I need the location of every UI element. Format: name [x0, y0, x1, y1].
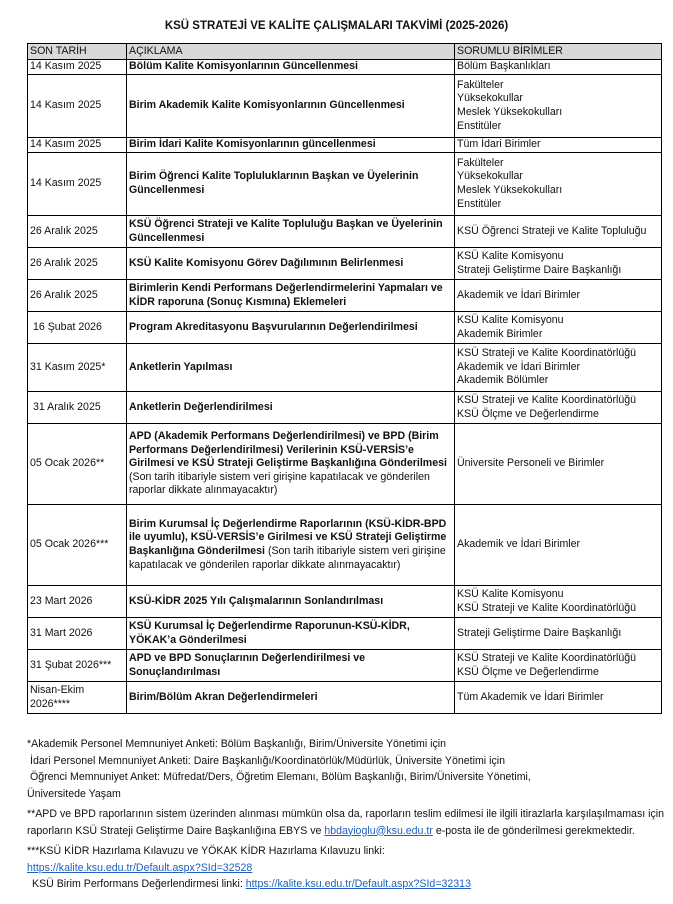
- cell-date: Nisan-Ekim 2026****: [28, 682, 127, 714]
- responsible-unit: Fakülteler: [457, 156, 504, 169]
- cell-responsible: [455, 280, 662, 312]
- description-text: Birim İdari Kalite Komisyonlarının güncellenmesi: [129, 138, 376, 151]
- cell-description: [127, 153, 455, 216]
- table-row: [28, 505, 662, 586]
- responsible-unit: KSÜ Öğrenci Strateji ve Kalite Topluluğu: [457, 224, 647, 237]
- description-text: KSÜ Kurumsal İç Değerlendirme Raporunun-KSÜ-KİDR, YÖKAK’a Gönderilmesi: [129, 619, 410, 646]
- header-date: SON TARİH: [28, 44, 127, 60]
- cell-description: [127, 60, 455, 75]
- cell-date: 14 Kasım 2025: [28, 153, 127, 216]
- cell-date: 26 Aralık 2025: [28, 248, 127, 280]
- table-row: [28, 618, 662, 650]
- table-row: [28, 60, 662, 75]
- footnote-apd-text-end: e-posta ile de gönderilmesi gerekmektedir.: [432, 824, 635, 837]
- responsible-unit: Üniversite Personeli ve Birimler: [457, 457, 605, 470]
- cell-description: [127, 138, 455, 153]
- responsible-unit: Meslek Yüksekokulları: [457, 184, 563, 196]
- footnote-survey-academic: *Akademik Personel Memnuniyet Anketi: Bölüm Başkanlığı, Birim/Üniversite Yönetimi için: [27, 738, 447, 750]
- description-text: Anketlerin Yapılması: [129, 360, 233, 373]
- responsible-unit: KSÜ Kalite Komisyonu: [457, 587, 564, 600]
- footnote-survey-admin: İdari Personel Memnuniyet Anketi: Daire Başkanlığı/Koordinatörlük/Müdürlük, Üniversite Yönetimi için: [30, 754, 505, 767]
- description-text: APD ve BPD Sonuçlarının Değerlendirilmesi ve Sonuçlandırılması: [129, 651, 366, 678]
- cell-description: [127, 682, 455, 714]
- description-text: KSÜ Kalite Komisyonu Görev Dağılımının Belirlenmesi: [129, 256, 404, 269]
- cell-description: [127, 586, 455, 618]
- responsible-unit: Bölüm Başkanlıkları: [457, 60, 551, 73]
- cell-responsible: [455, 586, 662, 618]
- description-text: Birim Kurumsal İç Değerlendirme Raporlarının (KSÜ-KİDR-BPD ile uyumlu), KSÜ-VERSİS’e Girilmesi ve KSÜ Strateji Geliştirme Başkanlığına Gönderilmesi: [129, 517, 447, 557]
- footnote-survey-student-cont: Üniversitede Yaşam: [27, 787, 121, 800]
- table-row: [28, 682, 662, 714]
- cell-description: [127, 248, 455, 280]
- footnote-apd: [27, 806, 667, 839]
- description-text: Program Akreditasyonu Başvurularının Değerlendirilmesi: [129, 320, 418, 333]
- responsible-unit: Strateji Geliştirme Daire Başkanlığı: [457, 626, 622, 639]
- cell-date: 26 Aralık 2025: [28, 280, 127, 312]
- responsible-unit: Meslek Yüksekokulları: [457, 106, 563, 118]
- cell-responsible: [455, 505, 662, 586]
- table-row: [28, 650, 662, 682]
- table-row: [28, 586, 662, 618]
- cell-description: [127, 280, 455, 312]
- responsible-unit: Akademik ve İdari Birimler: [457, 360, 581, 373]
- footnote-apd-text: **APD ve BPD raporlarının sistem üzerinden alınması mümkün olsa da, raporların teslim edilmesi ile ilgili itirazlarla karşılaşılmaması için raporların KSÜ Strateji Geliştirme Daire Başkanlığına EBYS ve: [27, 808, 665, 837]
- responsible-unit: Enstitüler: [457, 119, 502, 132]
- responsible-unit: Yüksekokullar: [457, 170, 523, 183]
- cell-description: [127, 312, 455, 344]
- responsible-unit: Strateji Geliştirme Daire Başkanlığı: [457, 263, 622, 276]
- responsible-unit: Tüm İdari Birimler: [457, 138, 541, 151]
- table-row: [28, 392, 662, 424]
- header-description: AÇIKLAMA: [127, 44, 455, 60]
- footnote-bpd: [27, 876, 667, 893]
- cell-responsible: [455, 75, 662, 138]
- cell-description: [127, 650, 455, 682]
- description-text: Birim Akademik Kalite Komisyonlarının Güncellenmesi: [129, 99, 405, 112]
- cell-responsible: [455, 153, 662, 216]
- calendar-table: [27, 43, 662, 714]
- cell-description: [127, 424, 455, 505]
- responsible-unit: KSÜ Strateji ve Kalite Koordinatörlüğü: [457, 601, 637, 614]
- cell-description: [127, 75, 455, 138]
- cell-description: [127, 618, 455, 650]
- bpd-link[interactable]: https://kalite.ksu.edu.tr/Default.aspx?SId=32313: [245, 878, 471, 890]
- cell-date: 16 Şubat 2026: [28, 312, 127, 344]
- footnote-kidr-link-line: [27, 860, 667, 877]
- cell-date: 31 Mart 2026: [28, 618, 127, 650]
- responsible-unit: KSÜ Ölçme ve Değerlendirme: [457, 665, 599, 678]
- cell-description: [127, 216, 455, 248]
- cell-date: 05 Ocak 2026***: [28, 505, 127, 586]
- responsible-unit: Akademik Birimler: [457, 327, 543, 340]
- header-responsible: SORUMLU BİRİMLER: [455, 44, 662, 60]
- responsible-unit: KSÜ Strateji ve Kalite Koordinatörlüğü: [457, 347, 637, 360]
- cell-responsible: [455, 424, 662, 505]
- cell-date: 31 Aralık 2025: [28, 392, 127, 424]
- description-text: Birim Öğrenci Kalite Topluluklarının Başkan ve Üyelerinin Güncellenmesi: [129, 170, 419, 196]
- cell-responsible: [455, 60, 662, 75]
- table-body: [28, 60, 662, 714]
- responsible-unit: Yüksekokullar: [457, 92, 523, 105]
- cell-date: 14 Kasım 2025: [28, 138, 127, 153]
- footnotes: [27, 736, 667, 893]
- cell-responsible: [455, 216, 662, 248]
- cell-responsible: [455, 682, 662, 714]
- table-row: [28, 248, 662, 280]
- responsible-unit: KSÜ Strateji ve Kalite Koordinatörlüğü: [457, 651, 637, 664]
- cell-responsible: [455, 248, 662, 280]
- description-text: Bölüm Kalite Komisyonlarının Güncellenmesi: [129, 60, 358, 73]
- document-title: KSÜ STRATEJİ VE KALİTE ÇALIŞMALARI TAKVİMİ (2025-2026): [164, 20, 509, 32]
- table-row: [28, 153, 662, 216]
- cell-responsible: [455, 344, 662, 392]
- email-link[interactable]: hbdayioglu@ksu.edu.tr: [324, 824, 433, 837]
- description-text: Anketlerin Değerlendirilmesi: [129, 400, 273, 413]
- cell-description: [127, 392, 455, 424]
- cell-responsible: [455, 392, 662, 424]
- cell-responsible: [455, 138, 662, 153]
- responsible-unit: Akademik ve İdari Birimler: [457, 288, 581, 301]
- description-note: (Son tarih itibariyle sistem veri girişine kapatılacak ve gönderilen raporlar dikkate alınmayacaktır): [129, 545, 446, 571]
- cell-date: 31 Kasım 2025*: [28, 344, 127, 392]
- description-note: (Son tarih itibariyle sistem veri girişine kapatılacak ve gönderilen raporlar dikkate alınmayacaktır): [129, 470, 430, 497]
- footnote-kidr-label: ***KSÜ KİDR Hazırlama Kılavuzu ve YÖKAK KİDR Hazırlama Kılavuzu linki:: [27, 845, 385, 857]
- cell-date: 14 Kasım 2025: [28, 60, 127, 75]
- cell-date: 23 Mart 2026: [28, 586, 127, 618]
- cell-responsible: [455, 618, 662, 650]
- responsible-unit: KSÜ Strateji ve Kalite Koordinatörlüğü: [457, 393, 637, 406]
- footnote-bpd-label: KSÜ Birim Performans Değerlendirmesi linki:: [32, 878, 246, 890]
- table-row: [28, 424, 662, 505]
- responsible-unit: KSÜ Ölçme ve Değerlendirme: [457, 407, 599, 420]
- footnote-survey-student: Öğrenci Memnuniyet Anket: Müfredat/Ders, Öğretim Elemanı, Bölüm Başkanlığı, Birim/Üniversite Yönetimi,: [30, 771, 531, 783]
- responsible-unit: Akademik Bölümler: [457, 374, 549, 387]
- cell-description: [127, 505, 455, 586]
- description-text: Birimlerin Kendi Performans Değerlendirmelerini Yapmaları ve KİDR raporuna (Sonuç Kısmına) Eklemeleri: [129, 281, 443, 308]
- responsible-unit: Akademik ve İdari Birimler: [457, 538, 581, 551]
- cell-date: 05 Ocak 2026**: [28, 424, 127, 505]
- responsible-unit: Enstitüler: [457, 197, 502, 210]
- table-header-row: [28, 44, 662, 60]
- responsible-unit: KSÜ Kalite Komisyonu: [457, 313, 564, 326]
- responsible-unit: Fakülteler: [457, 78, 504, 91]
- cell-responsible: [455, 650, 662, 682]
- description-text: KSÜ-KİDR 2025 Yılı Çalışmalarının Sonlandırılması: [129, 594, 384, 607]
- responsible-unit: Tüm Akademik ve İdari Birimler: [457, 690, 604, 703]
- table-row: [28, 138, 662, 153]
- cell-description: [127, 344, 455, 392]
- table-row: [28, 280, 662, 312]
- cell-date: 14 Kasım 2025: [28, 75, 127, 138]
- table-row: [28, 312, 662, 344]
- responsible-unit: KSÜ Kalite Komisyonu: [457, 249, 564, 262]
- kidr-guide-link[interactable]: https://kalite.ksu.edu.tr/Default.aspx?SId=32528: [27, 861, 253, 874]
- description-text: APD (Akademik Performans Değerlendirilmesi) ve BPD (Birim Performans Değerlendirilmesi) Verilerinin KSÜ-VERSİS’e Girilmesi ve KSÜ Strateji Geliştirme Başkanlığına Gönderilmesi: [129, 430, 447, 470]
- cell-date: 26 Aralık 2025: [28, 216, 127, 248]
- table-row: [28, 75, 662, 138]
- description-text: KSÜ Öğrenci Strateji ve Kalite Topluluğu Başkan ve Üyelerinin Güncellenmesi: [129, 217, 443, 244]
- description-text: Birim/Bölüm Akran Değerlendirmeleri: [129, 690, 318, 703]
- table-row: [28, 344, 662, 392]
- cell-date: 31 Şubat 2026***: [28, 650, 127, 682]
- cell-responsible: [455, 312, 662, 344]
- table-row: [28, 216, 662, 248]
